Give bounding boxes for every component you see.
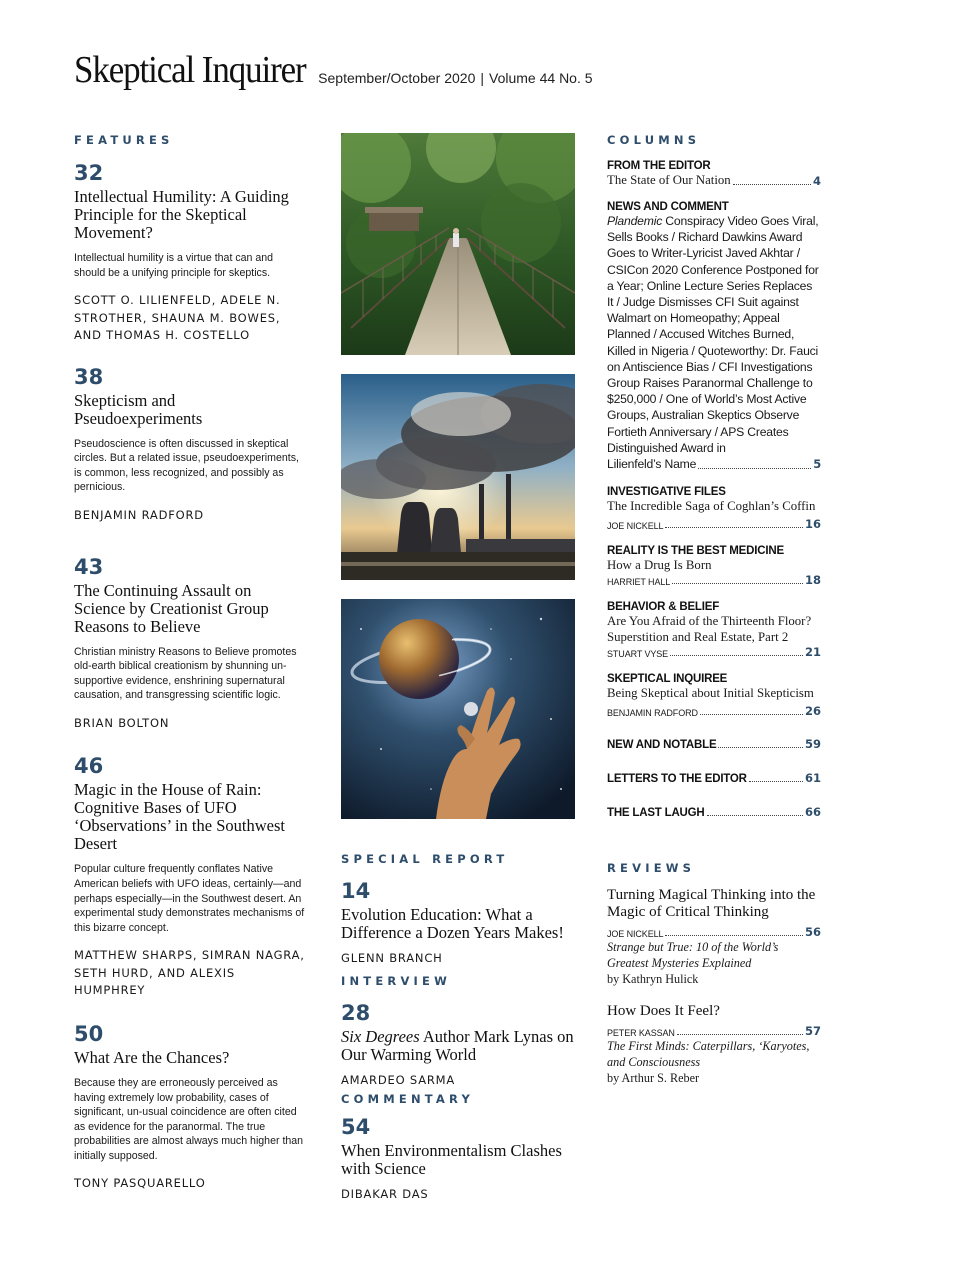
issue-volume: Volume 44 No. 5 (489, 70, 593, 86)
interview-page-number: 28 (341, 1001, 371, 1025)
page-number: 5 (813, 457, 821, 472)
column-head: SKEPTICAL INQUIREE (607, 673, 728, 686)
leader-dots (677, 1034, 803, 1035)
review-book-author: by Arthur S. Reber (607, 1071, 700, 1086)
bridge-photo (341, 133, 575, 355)
special-report-page-number: 14 (341, 879, 371, 903)
column-behavior-belief[interactable] (607, 601, 821, 659)
interview-author: AMARDEO SARMA (341, 1073, 456, 1087)
feature-article[interactable] (74, 161, 306, 345)
feature-authors: BENJAMIN RADFORD (74, 508, 204, 523)
commentary-article[interactable] (341, 1115, 575, 1201)
feature-page-number: 50 (74, 1021, 104, 1046)
magazine-title: Skeptical Inquirer (74, 49, 306, 91)
column-head: NEW AND NOTABLE (607, 739, 717, 752)
column-from-editor[interactable] (607, 160, 821, 188)
leader-dots (665, 527, 803, 528)
feature-description: Christian ministry Reasons to Believe promotes old-earth biblical creationism by shunning un-supportive evidence, enshrining supernatural causation, and transgressing scientific logic. (74, 645, 297, 702)
columns-column (607, 133, 821, 1086)
review-title: Turning Magical Thinking into the Magic of Critical Thinking (607, 887, 816, 921)
review-entry[interactable] (607, 1024, 821, 1038)
power-plant-illustration (341, 374, 575, 580)
feature-authors: BRIAN BOLTON (74, 715, 170, 730)
review-book-title: Strange but True: 10 of the World’s Greatest Mysteries Explained (607, 940, 779, 971)
interview-title[interactable] (341, 1028, 575, 1064)
feature-page-number: 43 (74, 554, 104, 579)
photo-column (341, 133, 575, 819)
review-book-author: by Kathryn Hulick (607, 972, 699, 987)
column-skeptical-inquiree[interactable] (607, 673, 821, 718)
column-entry[interactable] (607, 704, 821, 718)
news-last-line: Lilienfeld’s Name (607, 457, 697, 472)
feature-title[interactable]: Intellectual Humility: A Guiding Principle for the Skeptical Movement? (74, 187, 289, 242)
feature-description: Popular culture frequently conflates Native American beliefs with UFO ideas, certainly—and perhaps especially—in the Southwest desert. An experimental study demonstrates mechanisms of this bizarre concept. (74, 863, 305, 934)
news-body: Conspiracy Video Goes Viral, Sells Books / Richard Dawkins Award Goes to Writer-Lyricist Javed Akhtar / CSICon 2020 Conference Postponed for a Year; Online Lecture Series Replaces It / Judge Dismisses CFI Suit against Walmart on Homeopathy; Appeal Planned / Accused Witches Burned, Killed in Nigeria / Quoteworthy: Dr. Fauci on Antiscience Bias / CFI Investigations Group Raises Paranormal Challenge to $250,000 / One of World’s Most Active Groups, Australian Skeptics Observe Fortieth Anniversary / APS Creates Distinguished Award in (607, 214, 819, 455)
review-byline: JOE NICKELL (607, 929, 664, 940)
column-head: INVESTIGATIVE FILES (607, 486, 726, 499)
column-title: The State of Our Nation (607, 173, 731, 187)
leader-dots (672, 583, 803, 584)
page-number: 66 (804, 805, 821, 820)
leader-dots (733, 184, 811, 185)
page-number: 57 (804, 1024, 821, 1039)
commentary-author: DIBAKAR DAS (341, 1187, 429, 1201)
feature-article[interactable] (74, 1022, 306, 1193)
commentary-title[interactable]: When Environmentalism Clashes with Science (341, 1141, 562, 1178)
feature-article[interactable] (74, 555, 306, 733)
review-entry[interactable] (607, 925, 821, 939)
interview-title-rest: Author Mark Lynas on Our Warming World (341, 1027, 574, 1064)
feature-title[interactable]: What Are the Chances? (74, 1047, 230, 1067)
feature-article[interactable] (74, 365, 306, 525)
feature-page-number: 46 (74, 754, 104, 779)
column-entry[interactable] (607, 573, 821, 587)
column-entry[interactable] (607, 517, 821, 531)
review-book-title: The First Minds: Caterpillars, ‘Karyotes, and Consciousness (607, 1039, 810, 1070)
column-head: REALITY IS THE BEST MEDICINE (607, 545, 784, 558)
features-column (74, 133, 306, 1193)
review-item[interactable] (607, 887, 821, 987)
feature-title[interactable]: Skepticism and Pseudoexperiments (74, 390, 203, 428)
special-report-section (341, 852, 575, 965)
cosmic-hand-photo (341, 599, 575, 819)
issue-separator: | (480, 70, 485, 86)
bridge-illustration (341, 133, 575, 355)
page-number: 26 (804, 704, 821, 719)
columns-heading: COLUMNS (607, 133, 701, 147)
cosmic-hand-illustration (341, 599, 575, 819)
special-report-heading: SPECIAL REPORT (341, 852, 509, 866)
column-entry[interactable] (607, 172, 821, 188)
feature-title[interactable]: The Continuing Assault on Science by Creationist Group Reasons to Believe (74, 580, 269, 636)
column-title: Being Skeptical about Initial Skepticism (607, 686, 814, 701)
leader-dots (718, 747, 803, 748)
column-head: LETTERS TO THE EDITOR (607, 773, 747, 786)
column-last-laugh[interactable] (607, 805, 821, 819)
column-entry[interactable] (607, 456, 821, 472)
issue-info (318, 70, 592, 92)
commentary-page-number: 54 (341, 1115, 371, 1139)
page-number: 16 (804, 517, 821, 532)
issue-date: September/October 2020 (318, 70, 476, 86)
interview-heading: INTERVIEW (341, 974, 451, 988)
feature-authors: SCOTT O. LILIENFELD, ADELE N. STROTHER, SHAUNA M. BOWES, AND THOMAS H. COSTELLO (74, 293, 281, 343)
leader-dots (670, 655, 803, 656)
leader-dots (707, 815, 803, 816)
page-number: 21 (804, 645, 821, 660)
reviews-heading: REVIEWS (607, 861, 696, 876)
column-new-notable[interactable] (607, 737, 821, 751)
features-heading: FEATURES (74, 133, 174, 147)
commentary-heading: COMMENTARY (341, 1092, 474, 1106)
special-report-article[interactable] (341, 879, 575, 965)
column-news-comment[interactable] (607, 201, 821, 472)
feature-authors: MATTHEW SHARPS, SIMRAN NAGRA, SETH HURD, AND ALEXIS HUMPHREY (74, 948, 305, 998)
feature-description: Pseudoscience is often discussed in skeptical circles. But a related issue, pseudoexperiments, is common, less recognized, and possibly as pernicious. (74, 437, 299, 494)
interview-article[interactable] (341, 1001, 575, 1087)
column-title: Are You Afraid of the Thirteenth Floor? Superstition and Real Estate, Part 2 (607, 614, 812, 645)
feature-page-number: 32 (74, 161, 104, 185)
column-letters[interactable] (607, 771, 821, 785)
news-lead-italic: Plandemic (607, 214, 663, 228)
special-report-author: GLENN BRANCH (341, 951, 443, 965)
review-title: How Does It Feel? (607, 1003, 720, 1020)
leader-dots (698, 468, 811, 469)
feature-title[interactable]: Magic in the House of Rain: Cognitive Bases of UFO ‘Observations’ in the Southwest Desert (74, 780, 285, 854)
leader-dots (700, 714, 803, 715)
column-head: NEWS AND COMMENT (607, 201, 729, 213)
leader-dots (749, 781, 803, 782)
column-title: How a Drug Is Born (607, 558, 712, 573)
review-item[interactable] (607, 1003, 821, 1086)
column-byline: HARRIET HALL (607, 577, 671, 588)
special-report-title[interactable]: Evolution Education: What a Difference a Dozen Years Makes! (341, 905, 564, 942)
column-investigative-files[interactable] (607, 486, 821, 531)
column-head: FROM THE EDITOR (607, 160, 711, 172)
interview-section (341, 974, 575, 1087)
page-number: 4 (812, 174, 821, 188)
feature-description: Because they are erroneously perceived as having extremely low probability, cases of significant, un-usual coincidence are often cited as evidence for the paranormal. The true probabilities are almost always much higher than initially supposed. (74, 1076, 304, 1162)
feature-authors: TONY PASQUARELLO (74, 1176, 206, 1191)
power-plant-photo (341, 374, 575, 580)
column-entry[interactable] (607, 645, 821, 659)
leader-dots (665, 935, 803, 936)
page-number: 61 (804, 771, 821, 786)
feature-article[interactable] (74, 754, 306, 999)
page-number: 18 (804, 573, 821, 588)
commentary-section (341, 1092, 575, 1201)
news-summary (607, 213, 821, 456)
masthead (74, 48, 914, 96)
feature-page-number: 38 (74, 364, 104, 389)
column-reality-medicine[interactable] (607, 545, 821, 587)
column-byline: JOE NICKELL (607, 521, 664, 532)
column-head: BEHAVIOR & BELIEF (607, 601, 720, 614)
page-number: 59 (804, 737, 821, 752)
column-byline: BENJAMIN RADFORD (607, 708, 698, 719)
feature-description: Intellectual humility is a virtue that can and should be a unifying principle for skeptics. (74, 252, 274, 279)
column-byline: STUART VYSE (607, 649, 669, 660)
column-head: THE LAST LAUGH (607, 807, 705, 820)
page-number: 56 (804, 925, 821, 940)
column-title: The Incredible Saga of Coghlan’s Coffin (607, 499, 816, 514)
review-byline: PETER KASSAN (607, 1028, 675, 1039)
interview-title-italic: Six Degrees (341, 1027, 420, 1046)
